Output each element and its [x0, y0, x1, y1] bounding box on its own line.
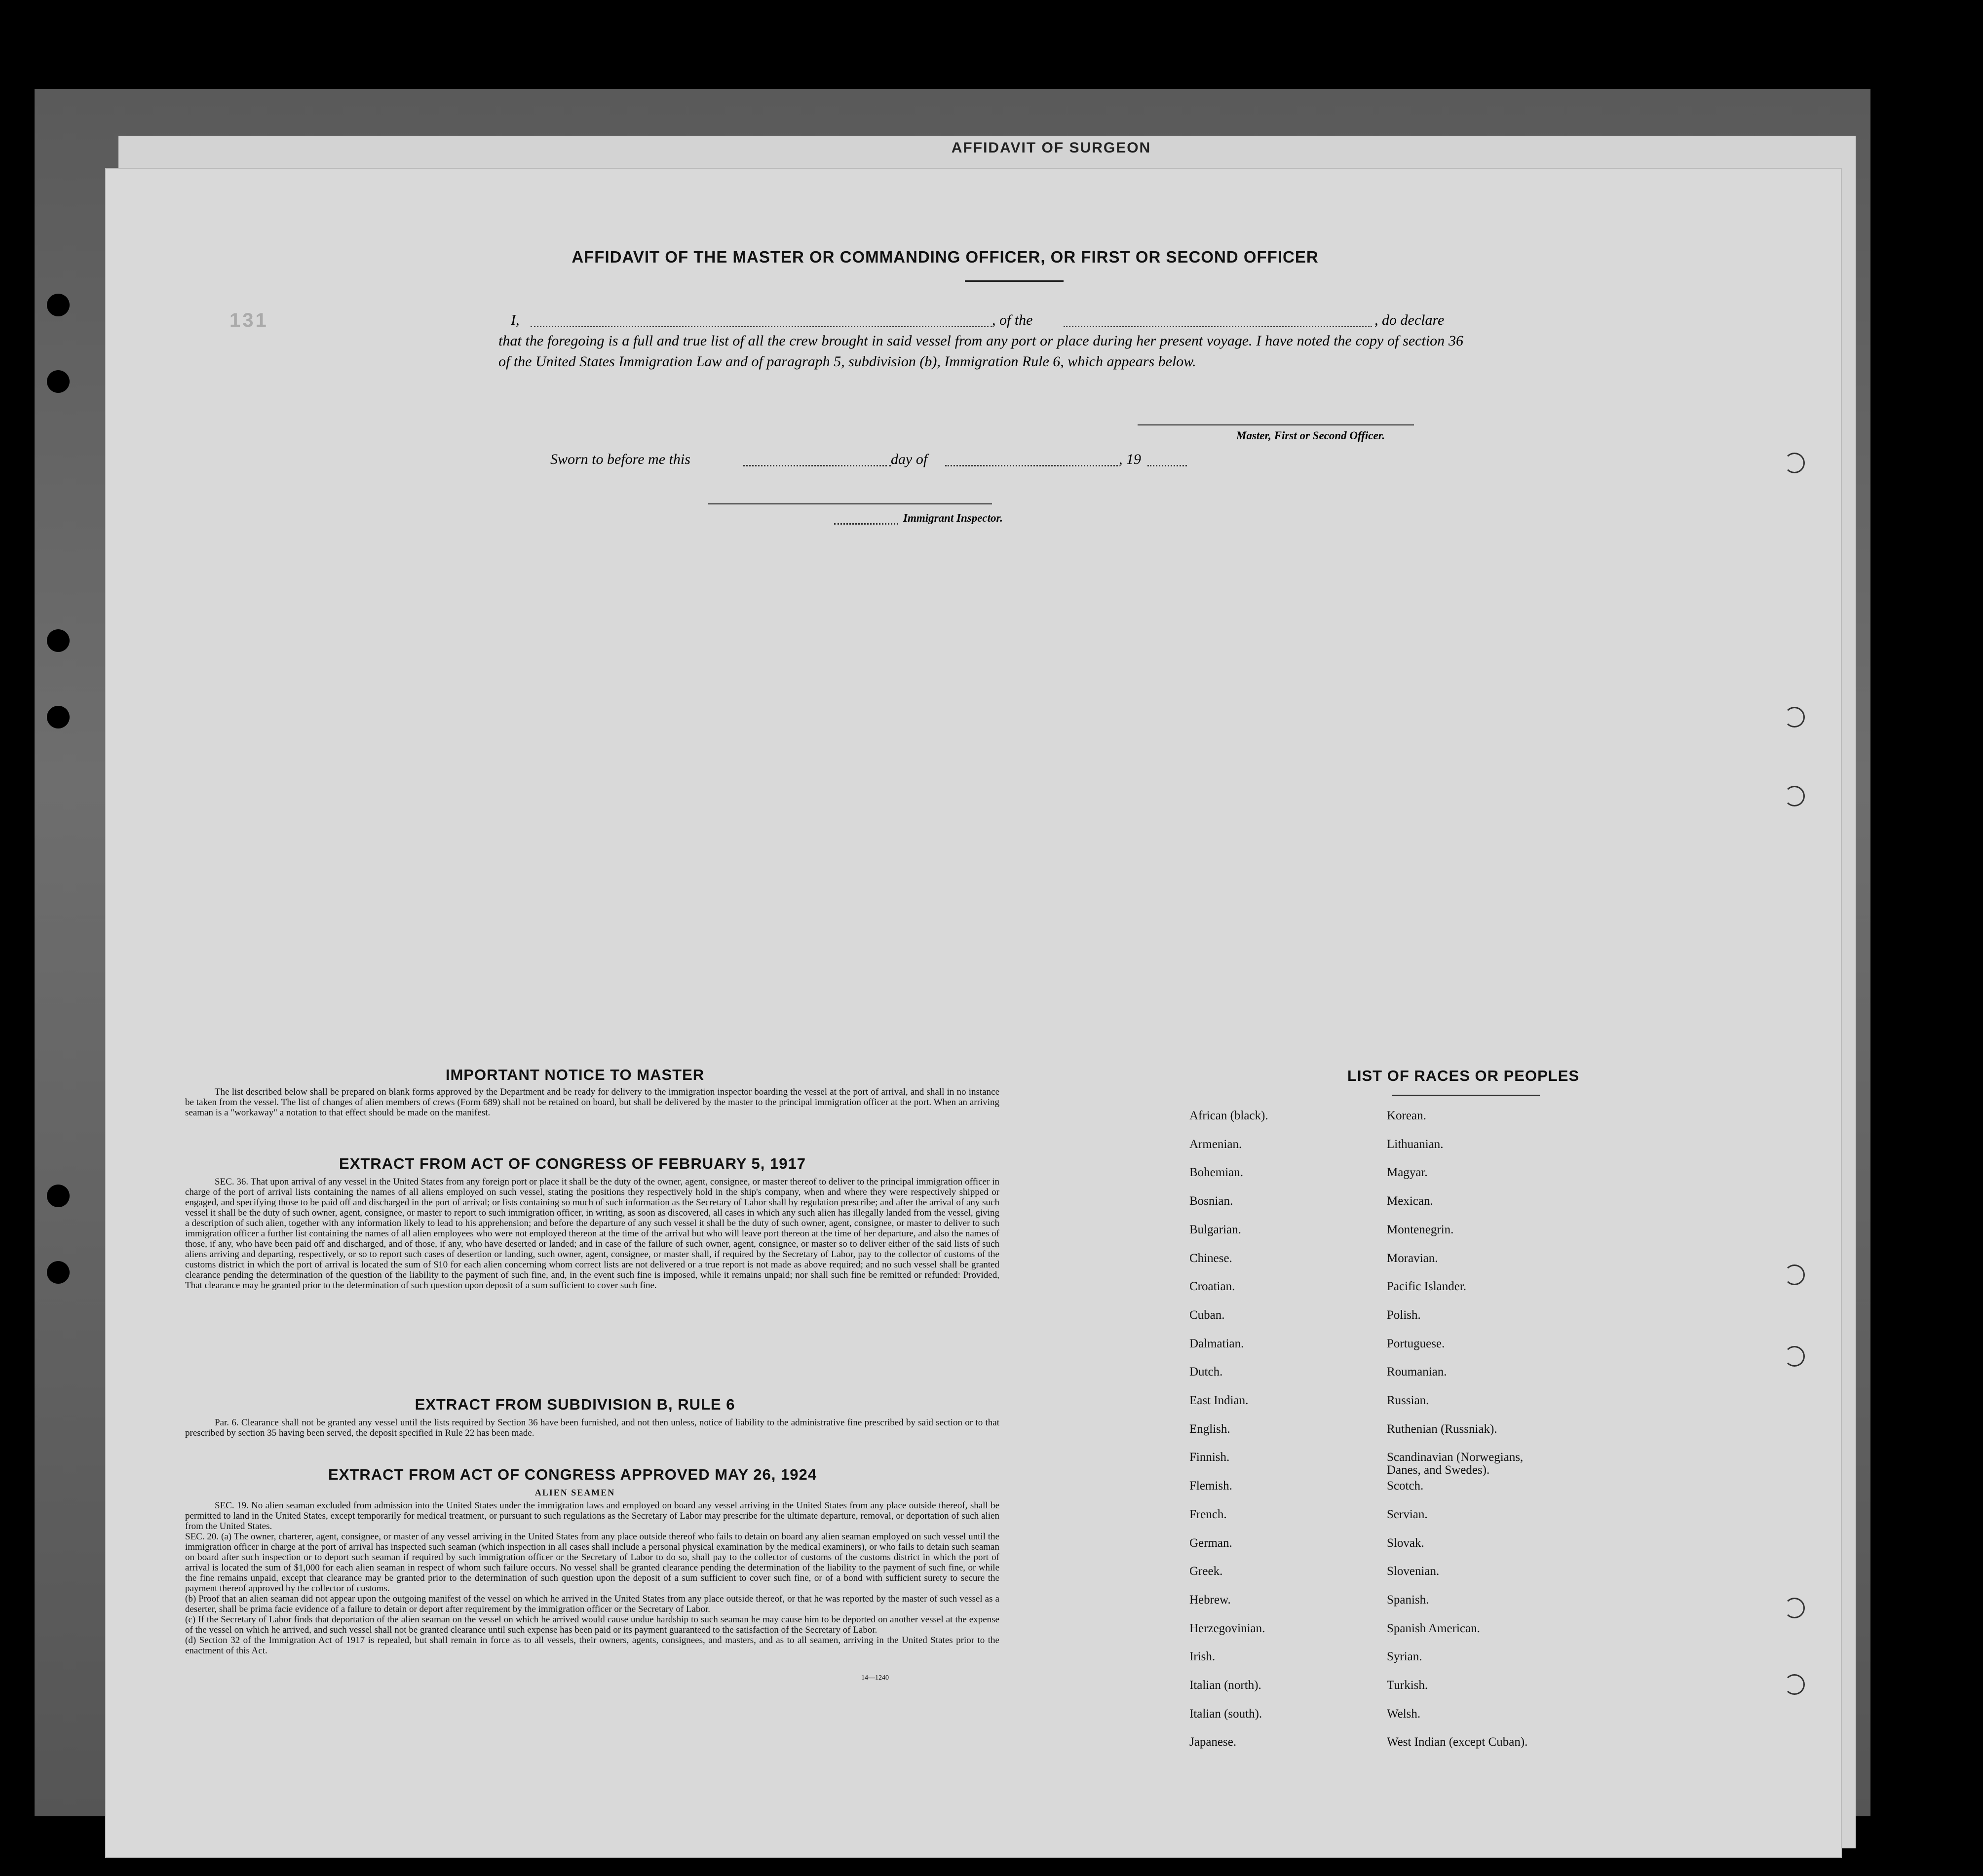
signature-caption: Master, First or Second Officer.	[1236, 429, 1385, 442]
sworn-prefix: Sworn to before me this	[550, 451, 690, 467]
race-item: Roumanian.	[1387, 1365, 1447, 1379]
name-field[interactable]	[531, 326, 992, 327]
race-item: Japanese.	[1189, 1735, 1237, 1749]
sworn-day-field[interactable]	[743, 465, 891, 466]
race-item: African (black).	[1189, 1109, 1268, 1122]
race-item: Cuban.	[1189, 1308, 1225, 1322]
race-item: Herzegovinian.	[1189, 1621, 1265, 1635]
extract-1924-text: SEC. 19. No alien seaman excluded from admission into the United States under the immigration laws and employed on board any vessel arriving in the United States from any place outside thereof, shall be permitted to land in the United States, except temporarily for medical treatment, or pursuant to such regulations as the Secretary of Labor may prescribe for the ultimate departure, removal, or deportation of such alien from the United States. SEC. 20. (a) The owner, charterer, agent, consignee, or master of any vessel arriving in the United States from any place outside thereof who fails to detain on board any alien seaman employed on such vessel until the immigration officer in charge at the port of arrival has inspected such seaman (which inspection in all cases shall include a personal physical examination by the medical examiners), or who fails to detain such seaman on board after such inspection or to deport such seaman if required by such immigration officer or the Secretary of Labor to do so, shall pay to the collector of customs of the customs district in which the port of arrival is located the sum of $1,000 for each alien seaman in respect of whom such failure occurs. No vessel shall be granted clearance pending the determination of the liability to the payment of such fine, or while the fine remains unpaid, except that clearance may be granted prior to the determination of such question upon the deposit of a sum sufficient to cover such fine, or of a bond with sufficient surety to secure the payment thereof approved by the collector of customs. (b) Proof that an alien seaman did not appear upon the outgoing manifest of the vessel on which he arrived in the United States from any place outside thereof, or that he was reported by the master of such vessel as a deserter, shall be prima facie evidence of a failure to detain or deport after requirement by the immigration officer or the Secretary of Labor. (c) If the Secretary of Labor finds that deportation of the alien seaman on the vessel on which he arrived would cause undue hardship to such seaman he may cause him to be deported on another vessel at the expense of the vessel on which he arrived, and such vessel shall not be granted clearance until such expense has been paid or its payment guaranteed to the satisfaction of the Secretary of Labor. (d) Section 32 of the Immigration Act of 1917 is repealed, but shall remain in force as to all vessels, their owners, agents, consignees, and masters, and as to all seamen, arriving in the United States prior to the enactment of this Act.	[185, 1500, 999, 1656]
inspector-dots	[834, 523, 898, 525]
stamp-number: 131	[229, 309, 268, 331]
race-item: Korean.	[1387, 1109, 1426, 1122]
race-item: Finnish.	[1189, 1451, 1230, 1464]
race-item: Bulgarian.	[1189, 1223, 1241, 1236]
race-item: Moravian.	[1387, 1251, 1438, 1265]
declare-mid: , of the	[992, 312, 1033, 328]
race-item: Russian.	[1387, 1394, 1429, 1407]
sworn-year: , 19	[1119, 451, 1141, 467]
race-item: Scotch.	[1387, 1479, 1424, 1493]
binder-hole	[47, 1261, 70, 1284]
signature-line[interactable]	[1138, 424, 1414, 425]
underlying-header: AFFIDAVIT OF SURGEON	[951, 140, 1151, 156]
race-item: Croatian.	[1189, 1280, 1235, 1294]
form-number: 14—1240	[861, 1674, 889, 1682]
race-item: Montenegrin.	[1387, 1223, 1454, 1236]
sworn-year-field[interactable]	[1147, 465, 1187, 466]
race-item: Lithuanian.	[1387, 1137, 1444, 1151]
race-item: Bosnian.	[1189, 1194, 1233, 1208]
race-item: Dalmatian.	[1189, 1337, 1244, 1350]
extract-rule6-text: Par. 6. Clearance shall not be granted any vessel until the lists required by Section 36 have been furnished, and not then unless, notice of liability to the administrative fine prescribed by said section or to that prescribed by section 35 having been served, the deposit specified in Rule 22 has been made.	[185, 1417, 999, 1438]
vessel-field[interactable]	[1064, 326, 1372, 327]
declare-suffix: , do declare	[1374, 312, 1445, 328]
race-item: Greek.	[1189, 1565, 1223, 1578]
races-title: LIST OF RACES OR PEOPLES	[1347, 1067, 1580, 1084]
inspector-caption: Immigrant Inspector.	[903, 512, 1003, 524]
race-item: Syrian.	[1387, 1650, 1422, 1664]
sworn-month-field[interactable]	[945, 465, 1118, 466]
binder-hole	[1784, 1264, 1805, 1285]
binder-hole	[47, 706, 70, 728]
race-item: Irish.	[1189, 1650, 1216, 1664]
title-rule	[965, 280, 1064, 282]
sworn-mid: day of	[891, 451, 928, 467]
race-item: English.	[1189, 1422, 1230, 1436]
binder-hole	[47, 1185, 70, 1207]
binder-hole	[1784, 707, 1805, 727]
extract-rule6-title: EXTRACT FROM SUBDIVISION B, RULE 6	[415, 1396, 735, 1413]
race-item: Italian (north).	[1189, 1679, 1261, 1692]
race-item: East Indian.	[1189, 1394, 1249, 1407]
race-item: Portuguese.	[1387, 1337, 1445, 1350]
binder-hole	[47, 370, 70, 393]
race-item: Italian (south).	[1189, 1707, 1262, 1721]
race-item: Pacific Islander.	[1387, 1280, 1467, 1294]
race-item: Slovenian.	[1387, 1565, 1440, 1578]
notice-title: IMPORTANT NOTICE TO MASTER	[445, 1066, 705, 1083]
binder-hole	[1784, 453, 1805, 473]
race-item: Magyar.	[1387, 1166, 1428, 1180]
binder-hole	[47, 629, 70, 652]
inspector-line[interactable]	[708, 503, 992, 504]
binder-hole	[1784, 786, 1805, 806]
extract-1924-subtitle: ALIEN SEAMEN	[534, 1488, 615, 1497]
race-item: Servian.	[1387, 1507, 1428, 1521]
race-item: Slovak.	[1387, 1536, 1424, 1550]
affidavit-page	[106, 169, 1841, 1857]
race-item: Bohemian.	[1189, 1166, 1244, 1180]
race-item: Welsh.	[1387, 1707, 1421, 1721]
race-item: Turkish.	[1387, 1679, 1428, 1692]
binder-hole	[1784, 1598, 1805, 1618]
race-item: Polish.	[1387, 1308, 1421, 1322]
race-item: Ruthenian (Russniak).	[1387, 1422, 1497, 1436]
affidavit-body: that the foregoing is a full and true list of all the crew brought in said vessel from any port or place during her present voyage. I have noted the copy of section 36 of the United States Immigration Law and of paragraph 5, subdivision (b), Immigration Rule 6, which appears below.	[498, 333, 1463, 370]
race-item: Dutch.	[1189, 1365, 1223, 1379]
race-item: Hebrew.	[1189, 1593, 1231, 1607]
binder-hole	[47, 294, 70, 316]
declare-prefix: I,	[511, 312, 520, 328]
notice-text: The list described below shall be prepared on blank forms approved by the Department and be ready for delivery to the immigration inspector boarding the vessel at the port of arrival, and shall in no instance be taken from the vessel. The list of changes of alien members of crews (Form 689) shall not be retained on board, but shall be delivered by the master to the principal immigration officer at the port. When an arriving seaman is a "workaway" a notation to that effect should be made on the manifest.	[185, 1087, 999, 1118]
extract-1917-text: SEC. 36. That upon arrival of any vessel in the United States from any foreign port or place it shall be the duty of the owner, agent, consignee, or master thereof to deliver to the principal immigration officer in charge of the port of arrival lists containing the names of all aliens employed on such vessel, stating the positions they respectively hold in the ship's company, when and where they were respectively shipped or engaged, and specifying those to be paid off and discharged in the port of arrival; or lists containing so much of such information as the Secretary of Labor shall by regulation prescribe; and after the arrival of any such vessel it shall be the duty of such owner, agent, consignee, or master to report to such immigration officer, in writing, as soon as discovered, all cases in which any such alien has illegally landed from the vessel, giving a description of such alien, together with any information likely to lead to his apprehension; and before the departure of any such vessel it shall be the duty of such owner, agent, consignee, or master to deliver to such immigration officer a further list containing the names of all alien employees who were not employed thereon at the time of the arrival but who will leave port thereon at the time of her departure, and also the names of those, if any, who have been paid off and discharged, and of those, if any, who have deserted or landed; and in case of the failure of such owner, agent, consignee, or master so to deliver either of the said lists of such aliens arriving and departing, respectively, or so to report such cases of desertion or landing, such owner, agent, consignee, or master shall, if required by the Secretary of Labor, pay to the collector of customs of the customs district in which the port of arrival is located the sum of $10 for each alien concerning whom correct lists are not delivered or a true report is not made as above required; and no such vessel shall be granted clearance pending the determination of the question of the liability to the payment of such fine, and, in the event such fine is imposed, while it remains unpaid; nor shall such fine be remitted or refunded: Provided, That clearance may be granted prior to the determination of such question upon deposit of a sum sufficient to cover such fine.	[185, 1177, 999, 1291]
race-item: German.	[1189, 1536, 1232, 1550]
race-item: Spanish American.	[1387, 1621, 1480, 1635]
race-item: West Indian (except Cuban).	[1387, 1735, 1528, 1749]
race-item: Scandinavian (Norwegians, Danes, and Swedes).	[1387, 1451, 1524, 1477]
race-item: Mexican.	[1387, 1194, 1433, 1208]
extract-1917-title: EXTRACT FROM ACT OF CONGRESS OF FEBRUARY 5, 1917	[339, 1155, 806, 1172]
affidavit-title: AFFIDAVIT OF THE MASTER OR COMMANDING OFFICER, OR FIRST OR SECOND OFFICER	[572, 248, 1319, 266]
extract-1924-title: EXTRACT FROM ACT OF CONGRESS APPROVED MAY 26, 1924	[328, 1466, 817, 1483]
race-item: French.	[1189, 1507, 1227, 1521]
race-item: Flemish.	[1189, 1479, 1232, 1493]
race-item: Armenian.	[1189, 1137, 1242, 1151]
binder-hole	[1784, 1346, 1805, 1367]
races-rule	[1392, 1095, 1540, 1096]
binder-hole	[1784, 1674, 1805, 1695]
race-item: Spanish.	[1387, 1593, 1429, 1607]
race-item: Chinese.	[1189, 1251, 1232, 1265]
